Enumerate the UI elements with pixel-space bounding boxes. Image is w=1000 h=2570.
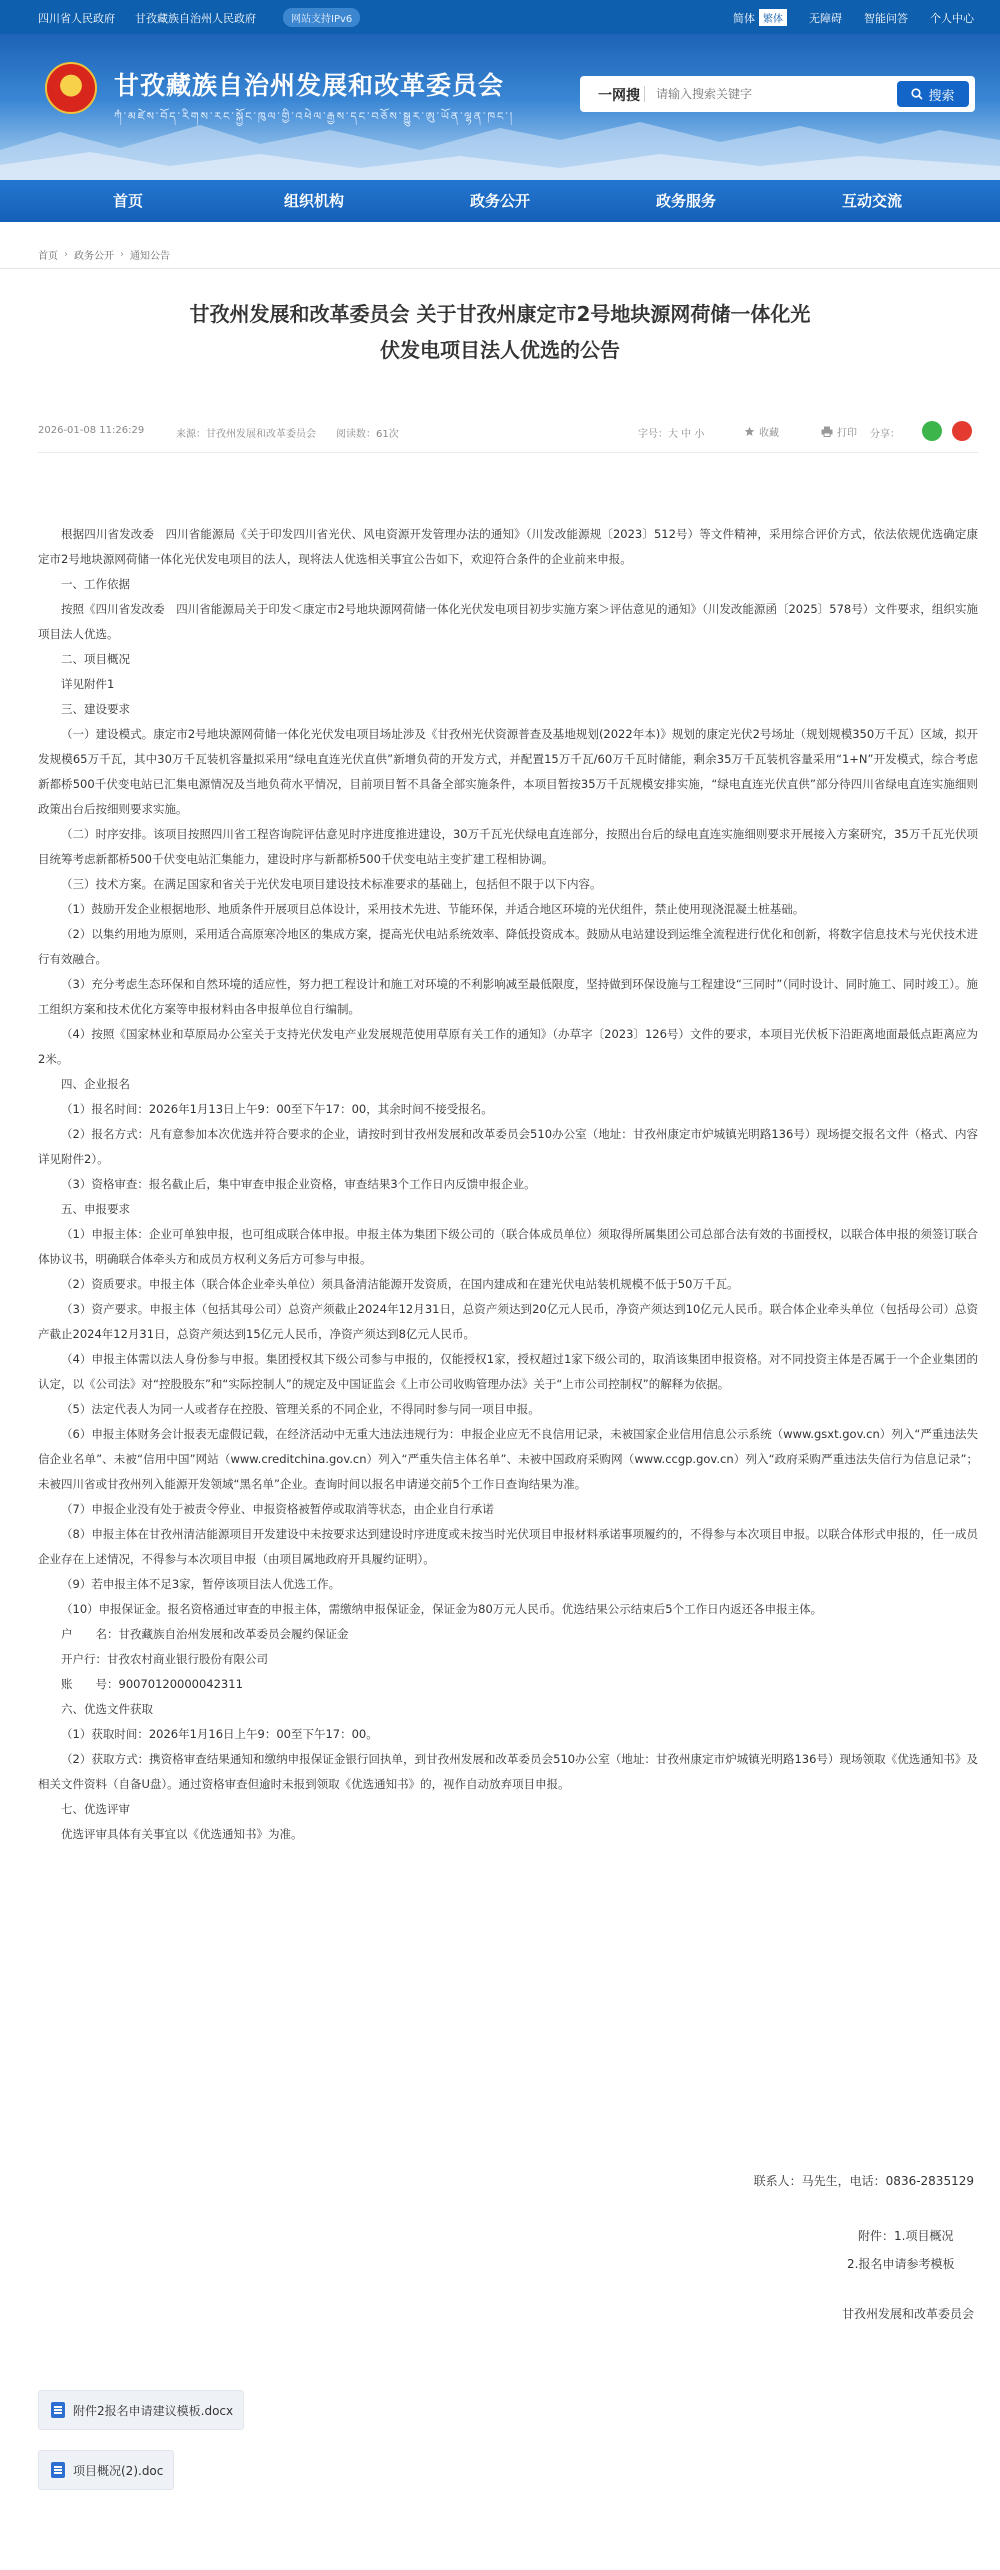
weibo-share-icon[interactable] <box>952 421 972 441</box>
paragraph: 详见附件1 <box>61 677 115 691</box>
nav-interaction[interactable]: 互动交流 <box>841 192 902 210</box>
view-count: 阅读数：61次 <box>336 429 399 440</box>
top-bar <box>0 0 1000 34</box>
main-nav <box>0 180 1000 222</box>
section-heading: 五、申报要求 <box>61 1202 130 1216</box>
print-button[interactable] <box>821 424 857 439</box>
accessibility-link[interactable]: 无障碍 <box>809 11 842 25</box>
contact-info: 联系人：马先生，电话：0836-2835129 <box>753 2174 974 2188</box>
search-input[interactable] <box>656 84 856 104</box>
paragraph: 按照《四川省发改委 四川省能源局关于印发＜康定市2号地块源网荷储一体化光伏发电项目初步实施方案＞评估意见的通知》（川发改能源函〔2025〕578号）文件要求，组织实施项目法人优选。 <box>38 602 978 641</box>
top-links <box>38 10 256 26</box>
nav-home[interactable]: 首页 <box>112 192 143 210</box>
account-name: 户 名：甘孜藏族自治州发展和改革委员会履约保证金 <box>61 1627 349 1641</box>
star-icon <box>744 426 755 437</box>
search-scope-label: 一网搜 <box>598 88 640 104</box>
document-icon <box>51 2402 65 2418</box>
section-heading: 四、企业报名 <box>61 1077 130 1091</box>
favorite-button[interactable] <box>744 424 779 439</box>
attachments-label-2: 2.报名申请参考模板 <box>847 2257 955 2271</box>
publish-date: 2026-01-08 11:26:29 <box>38 425 145 436</box>
paragraph: （二）时序安排。该项目按照四川省工程咨询院评估意见时序进度推进建设，30万千瓦光伏绿电直连部分，按照出台后的绿电直连实施细则要求开展接入方案研究，35万千瓦光伏项目统筹考虑新都桥500千伏变电站汇集能力，建设时序与新都桥500千伏变电站主变扩建工程相协调。 <box>38 827 978 866</box>
paragraph: （3）资格审查：报名截止后，集中审查申报企业资格，审查结果3个工作日内反馈申报企业。 <box>61 1177 536 1191</box>
link-sichuan-gov[interactable]: 四川省人民政府 <box>38 12 115 25</box>
nav-organization[interactable]: 组织机构 <box>283 192 344 210</box>
account-bank: 开户行：甘孜农村商业银行股份有限公司 <box>61 1652 268 1666</box>
attachment-file-name: 项目概况(2).doc <box>73 2463 164 2478</box>
meta-divider <box>38 452 978 453</box>
article-title-line-2: 伏发电项目法人优选的公告 <box>380 338 620 362</box>
signer: 甘孜州发展和改革委员会 <box>841 2307 974 2321</box>
search-button[interactable] <box>897 81 969 107</box>
search-icon <box>911 88 923 100</box>
article-title-line-1: 甘孜州发展和改革委员会 关于甘孜州康定市2号地块源网荷储一体化光 <box>189 302 811 326</box>
lang-traditional[interactable]: 繁体 <box>759 9 787 26</box>
paragraph: （1）申报主体：企业可单独申报，也可组成联合体申报。申报主体为集团下级公司的（联合体成员单位）须取得所属集团公司总部合法有效的书面授权，以联合体申报的须签订联合体协议书，明确联合体牵头方和成员方权利义务后方可参与申报。 <box>38 1227 978 1266</box>
top-right-links <box>733 9 974 26</box>
paragraph: （3）资产要求。申报主体（包括其母公司）总资产须截止2024年12月31日，总资产须达到20亿元人民币，净资产须达到10亿元人民币。联合体企业牵头单位（包括母公司）总资产截止2024年12月31日，总资产须达到15亿元人民币，净资产须达到8亿元人民币。 <box>38 1302 978 1341</box>
paragraph: （三）技术方案。在满足国家和省关于光伏发电项目建设技术标准要求的基础上，包括但不限于以下内容。 <box>61 877 602 891</box>
article-body <box>38 522 978 1847</box>
search-divider <box>644 86 645 102</box>
paragraph: （2）资质要求。申报主体（联合体企业牵头单位）须具备清洁能源开发资质，在国内建成和在建光伏电站装机规模不低于50万千瓦。 <box>61 1277 739 1291</box>
paragraph: （10）申报保证金。报名资格通过审查的申报主体，需缴纳申报保证金，保证金为80万元人民币。优选结果公示结束后5个工作日内返还各申报主体。 <box>61 1602 823 1616</box>
search-box <box>580 76 975 112</box>
paragraph: （1）鼓励开发企业根据地形、地质条件开展项目总体设计，采用技术先进、节能环保，并适合地区环境的光伏组件，禁止使用现浇混凝土桩基础。 <box>61 902 805 916</box>
article-meta <box>38 423 978 443</box>
breadcrumb-notices[interactable]: 通知公告 <box>130 251 170 262</box>
paragraph: （3）充分考虑生态环保和自然环境的适应性，努力把工程设计和施工对环境的不利影响减至最低限度，坚持做到环保设施与工程建设“三同时”（同时设计、同时施工、同时竣工）。施工组织方案和技术优化方案等申报材料由各申报单位自行编制。 <box>38 977 978 1016</box>
paragraph: （5）法定代表人为同一人或者存在控股、管理关系的不同企业，不得同时参与同一项目申报。 <box>61 1402 540 1416</box>
attachments-label-1: 附件：1.项目概况 <box>858 2229 954 2243</box>
paragraph: （1）报名时间：2026年1月13日上午9：00至下午17：00，其余时间不接受报名。 <box>61 1102 493 1116</box>
national-emblem-icon <box>45 62 97 114</box>
site-title[interactable]: 甘孜藏族自治州发展和改革委员会 <box>114 71 505 100</box>
printer-icon <box>821 426 833 437</box>
section-heading: 二、项目概况 <box>61 652 130 666</box>
paragraph: （8）申报主体在甘孜州清洁能源项目开发建设中未按要求达到建设时序进度或未按当时光伏项目申报材料承诺事项履约的，不得参与本次项目申报。以联合体形式申报的，任一成员企业存在上述情况，不得参与本次项目申报（由项目属地政府开具履约证明）。 <box>38 1527 978 1566</box>
breadcrumb-home[interactable]: 首页 <box>38 251 58 262</box>
paragraph: （2）报名方式：凡有意参加本次优选并符合要求的企业，请按时到甘孜州发展和改革委员会510办公室（地址：甘孜州康定市炉城镇光明路136号）现场提交报名文件（格式、内容详见附件2）。 <box>38 1127 978 1166</box>
share-label: 分享： <box>870 429 900 440</box>
ipv6-badge: 网站支持IPv6 <box>283 8 360 27</box>
paragraph: （1）获取时间：2026年1月16日上午9：00至下午17：00。 <box>61 1727 378 1741</box>
print-label: 打印 <box>837 428 857 439</box>
section-heading: 六、优选文件获取 <box>61 1702 153 1716</box>
paragraph: （2）以集约用地为原则，采用适合高原寒冷地区的集成方案，提高光伏电站系统效率、降低投资成本。鼓励从电站建设到运维全流程进行优化和创新，将数字信息技术与光伏技术进行有效融合。 <box>38 927 978 966</box>
favorite-label: 收藏 <box>759 428 779 439</box>
attachment-file-1[interactable] <box>38 2390 244 2430</box>
paragraph: （4）申报主体需以法人身份参与申报。集团授权其下级公司参与申报的，仅能授权1家，授权超过1家下级公司的，取消该集团申报资格。对不同投资主体是否属于一个企业集团的认定，以《公司法》对“控股股东”和“实际控制人”的规定及中国证监会《上市公司收购管理办法》关于“上市公司控制权”的解释为依据。 <box>38 1352 978 1391</box>
section-heading: 一、工作依据 <box>61 577 130 591</box>
breadcrumb-separator: › <box>120 249 124 260</box>
font-size-control[interactable]: 字号：大 中 小 <box>638 429 705 440</box>
document-icon <box>51 2462 65 2478</box>
article-source: 来源：甘孜州发展和改革委员会 <box>176 429 316 440</box>
paragraph: （2）获取方式：携资格审查结果通知和缴纳申报保证金银行回执单，到甘孜州发展和改革委员会510办公室（地址：甘孜州康定市炉城镇光明路136号）现场领取《优选通知书》及相关文件资料（自备U盘）。通过资格审查但逾时未报到领取《优选通知书》的，视作自动放弃项目申报。 <box>38 1752 978 1791</box>
link-ganzi-gov[interactable]: 甘孜藏族自治州人民政府 <box>135 12 256 25</box>
smart-qa-link[interactable]: 智能问答 <box>864 11 908 25</box>
breadcrumb <box>38 247 170 262</box>
paragraph: 根据四川省发改委 四川省能源局《关于印发四川省光伏、风电资源开发管理办法的通知》（川发改能源规〔2023〕512号）等文件精神，采用综合评价方式，依法依规优选确定康定市2号地块源网荷储一体化光伏发电项目的法人，现将法人优选相关事宜公告如下，欢迎符合条件的企业前来申报。 <box>38 527 978 566</box>
nav-gov-affairs[interactable]: 政务公开 <box>469 192 530 210</box>
section-heading: 三、建设要求 <box>61 702 130 716</box>
search-button-label: 搜索 <box>928 88 955 104</box>
personal-center-link[interactable]: 个人中心 <box>930 11 974 25</box>
attachment-file-name: 附件2报名申请建议模板.docx <box>73 2403 234 2418</box>
attachment-file-2[interactable] <box>38 2450 174 2490</box>
account-number: 账 号：90070120000042311 <box>61 1677 243 1691</box>
nav-gov-services[interactable]: 政务服务 <box>655 192 716 210</box>
header-banner <box>0 34 1000 180</box>
paragraph: （7）申报企业没有处于被责令停业、申报资格被暂停或取消等状态，由企业自行承诺 <box>61 1502 494 1516</box>
section-heading: 七、优选评审 <box>61 1802 130 1816</box>
article-title <box>100 296 900 368</box>
wechat-share-icon[interactable] <box>922 421 942 441</box>
language-switch <box>733 9 787 26</box>
breadcrumb-separator: › <box>64 249 68 260</box>
lang-simplified[interactable]: 简体 <box>733 11 755 25</box>
paragraph: （4）按照《国家林业和草原局办公室关于支持光伏发电产业发展规范使用草原有关工作的通知》（办草字〔2023〕126号）文件的要求，本项目光伏板下沿距离地面最低点距离应为2米。 <box>38 1027 978 1066</box>
paragraph: （6）申报主体财务会计报表无虚假记载，在经济活动中无重大违法违规行为：申报企业应无不良信用记录，未被国家企业信用信息公示系统（www.gsxt.gov.cn）列入“严重违法失信企业名单”、未被“信用中国”网站（www.creditchina.gov.cn）列入“严重失信主体名单”、未被中国政府采购网（www.ccgp.gov.cn）列入“政府采购严重违法失信行为信息记录”；未被四川省或甘孜州列入能源开发领域“黑名单”企业。查询时间以报名申请递交前5个工作日查询结果为准。 <box>38 1427 978 1491</box>
breadcrumb-divider <box>0 268 1000 269</box>
paragraph: （一）建设模式。康定市2号地块源网荷储一体化光伏发电项目场址涉及《甘孜州光伏资源普查及基地规划(2022年本)》规划的康定光伏2号场址（规划规模350万千瓦）区域，拟开发规模65万千瓦，其中30万千瓦装机容量拟采用“绿电直连光伏直供”新增负荷的开发方式，并配置15万千瓦/60万千瓦时储能，剩余35万千瓦装机容量采用“1+N”开发模式，综合考虑新都桥500千伏变电站已汇集电源情况及当地负荷水平情况，目前项目暂不具备全部实施条件，本项目暂按35万千瓦规模安排实施，“绿电直连光伏直供”部分待四川省绿电直连实施细则政策出台后按细则要求实施。 <box>38 727 978 816</box>
breadcrumb-gov-affairs[interactable]: 政务公开 <box>74 251 114 262</box>
paragraph: （9）若申报主体不足3家，暂停该项目法人优选工作。 <box>61 1577 341 1591</box>
paragraph: 优选评审具体有关事宜以《优选通知书》为准。 <box>61 1827 303 1841</box>
site-subtitle-tibetan: ཀཾ་མཛེས་བོད་རིགས་རང་སྐྱོང་ཁུལ་གྱི་འཕེལ་རྒྱས་དང་བཅོས་སྒྱུར་ཨུ་ཡོན་ལྷན་ཁང་། <box>114 110 515 123</box>
